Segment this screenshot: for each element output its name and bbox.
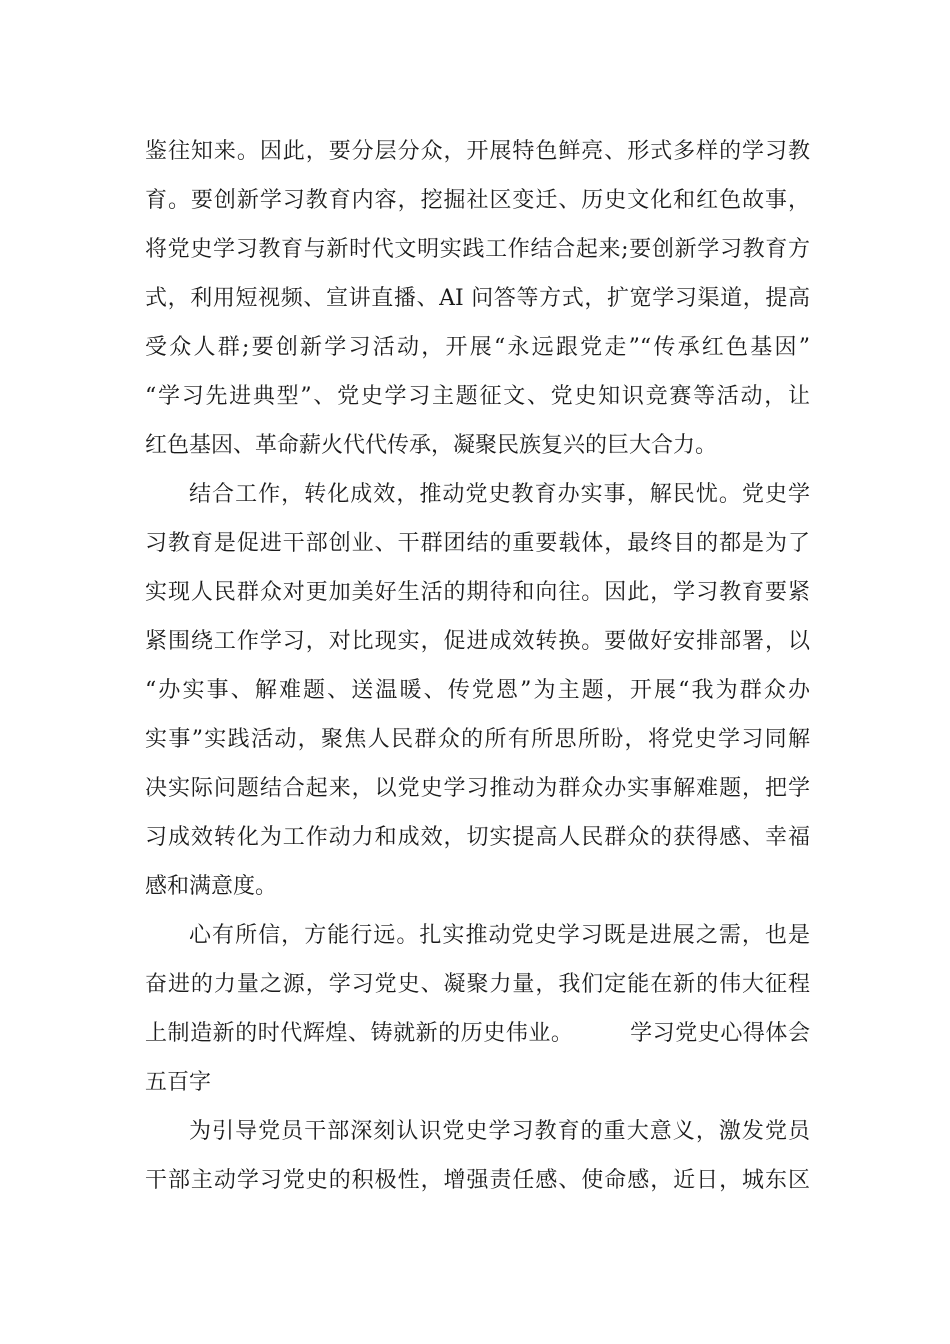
- text-line-3: 将党史学习教育与新时代文明实践工作结合起来;要创新学习教育方: [145, 237, 810, 262]
- text-line-14: 决实际问题结合起来，以党史学习推动为群众办实事解难题，把学: [145, 776, 810, 801]
- text-line-16: 感和满意度。: [145, 874, 278, 899]
- text-line-7: 红色基因、革命薪火代代传承，凝聚民族复兴的巨大合力。: [145, 433, 718, 458]
- text-line-6: “学习先进典型”、党史学习主题征文、党史知识竞赛等活动，让: [145, 384, 810, 409]
- text-line-13: 实事”实践活动，聚焦人民群众的所有所思所盼，将党史学习同解: [145, 727, 810, 752]
- text-line-1: 鉴往知来。因此，要分层分众，开展特色鲜亮、形式多样的学习教: [145, 139, 810, 164]
- text-line-2: 育。要创新学习教育内容，挖掘社区变迁、历史文化和红色故事，: [145, 188, 810, 213]
- paragraph-start-line: 心有所信，方能行远。扎实推动党史学习既是进展之需，也是: [189, 923, 810, 948]
- text-line-19: 上制造新的时代辉煌、铸就新的历史伟业。 学习党史心得体会: [145, 1021, 810, 1046]
- text-line-10: 实现人民群众对更加美好生活的期待和向往。因此，学习教育要紧: [145, 580, 810, 605]
- text-line-5: 受众人群;要创新学习活动，开展“永远跟党走”“传承红色基因”: [145, 335, 810, 360]
- paragraph-start-line: 结合工作，转化成效，推动党史教育办实事，解民忧。党史学: [189, 482, 810, 507]
- text-line-22: 干部主动学习党史的积极性，增强责任感、使命感，近日，城东区: [145, 1168, 810, 1193]
- text-line-15: 习成效转化为工作动力和成效，切实提高人民群众的获得感、幸福: [145, 825, 810, 850]
- paragraph-start-line: 为引导党员干部深刻认识党史学习教育的重大意义，激发党员: [189, 1119, 810, 1144]
- section-title-line: 五百字: [145, 1070, 212, 1095]
- text-line-4: 式，利用短视频、宣讲直播、AI 问答等方式，扩宽学习渠道，提高: [145, 286, 810, 311]
- text-line-12: “办实事、解难题、送温暖、传党恩”为主题，开展“我为群众办: [145, 678, 810, 703]
- text-line-9: 习教育是促进干部创业、干群团结的重要载体，最终目的都是为了: [145, 531, 810, 556]
- text-line-11: 紧围绕工作学习，对比现实，促进成效转换。要做好安排部署，以: [145, 629, 810, 654]
- text-line-18: 奋进的力量之源，学习党史、凝聚力量，我们定能在新的伟大征程: [145, 972, 810, 997]
